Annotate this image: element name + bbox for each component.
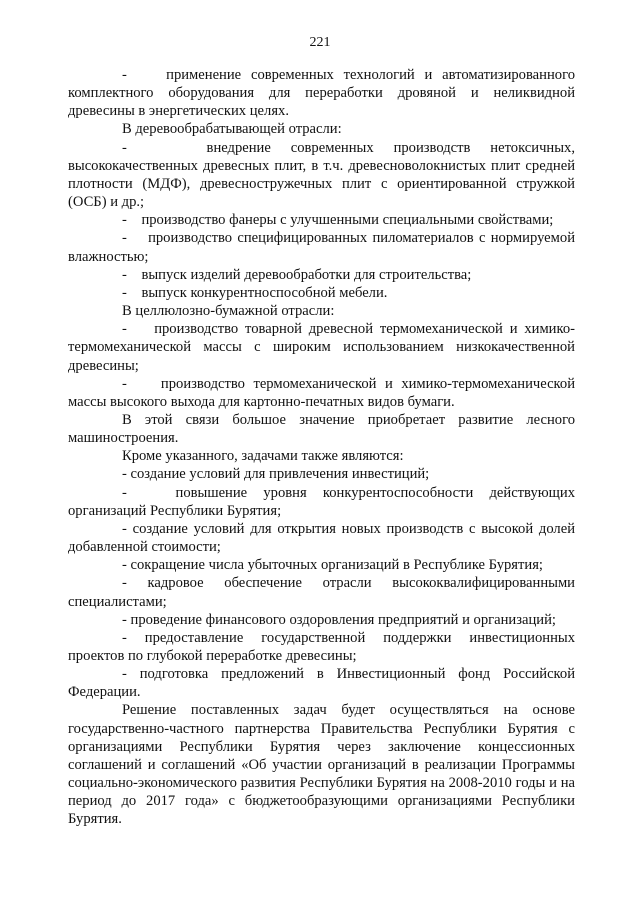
paragraph: - кадровое обеспечение отрасли высококвалифицированными специалистами; [68, 575, 575, 610]
paragraph: - производство термомеханической и химико-термомеханической массы высокого выхода для картонно-печатных видов бумаги. [68, 375, 575, 410]
paragraph: Решение поставленных задач будет осуществляться на основе государственно-частного партнерства Правительства Республики Бурятия с организациями Республики Бурятия через заключение концессионных соглашений и соглашений «Об участии организаций в реализации Программы социально-экономического развития Республики Бурятия на 2008-2010 годы и на период до 2017 года» с бюджетообразующими организациями Республики Бурятия. [68, 702, 575, 828]
paragraph: - повышение уровня конкурентоспособности действующих организаций Республики Бурятия; [68, 484, 575, 519]
paragraph: - производство товарной древесной термомеханической и химико-термомеханической массы с широким использованием низкокачественной древесины; [68, 321, 575, 374]
paragraph: - предоставление государственной поддержки инвестиционных проектов по глубокой переработке древесины; [68, 629, 575, 664]
paragraph: - выпуск изделий деревообработки для строительства; [122, 266, 472, 283]
paragraph: - производство специфицированных пиломатериалов с нормируемой влажностью; [68, 230, 575, 265]
paragraph: Кроме указанного, задачами также являются: [122, 448, 404, 465]
paragraph: - подготовка предложений в Инвестиционный фонд Российской Федерации. [68, 666, 575, 701]
paragraph: - сокращение числа убыточных организаций в Республике Бурятия; [122, 557, 543, 574]
paragraph: - проведение финансового оздоровления предприятий и организаций; [122, 611, 556, 628]
page-number: 221 [309, 35, 331, 50]
paragraph: - создание условий для привлечения инвестиций; [122, 466, 430, 483]
section-heading: В деревообрабатывающей отрасли: [122, 121, 342, 138]
paragraph: - применение современных технологий и автоматизированного комплектного оборудования для переработки дровяной и неликвидной древесины в энергетических целях. [68, 67, 575, 120]
paragraph: - внедрение современных производств нетоксичных, высококачественных древесных плит, в т.ч. древесноволокнистых плит средней плотности (МДФ), древесностружечных плит с ориентированной стружкой (ОСБ) и др.; [68, 139, 575, 211]
paragraph: - выпуск конкурентноспособной мебели. [122, 284, 388, 301]
paragraph: В этой связи большое значение приобретает развитие лесного машиностроения. [68, 411, 575, 447]
section-heading: В целлюлозно-бумажной отрасли: [122, 303, 335, 320]
paragraph: - создание условий для открытия новых производств с высокой долей добавленной стоимости; [68, 520, 575, 556]
paragraph: - производство фанеры с улучшенными специальными свойствами; [122, 212, 554, 229]
document-body [68, 66, 575, 829]
